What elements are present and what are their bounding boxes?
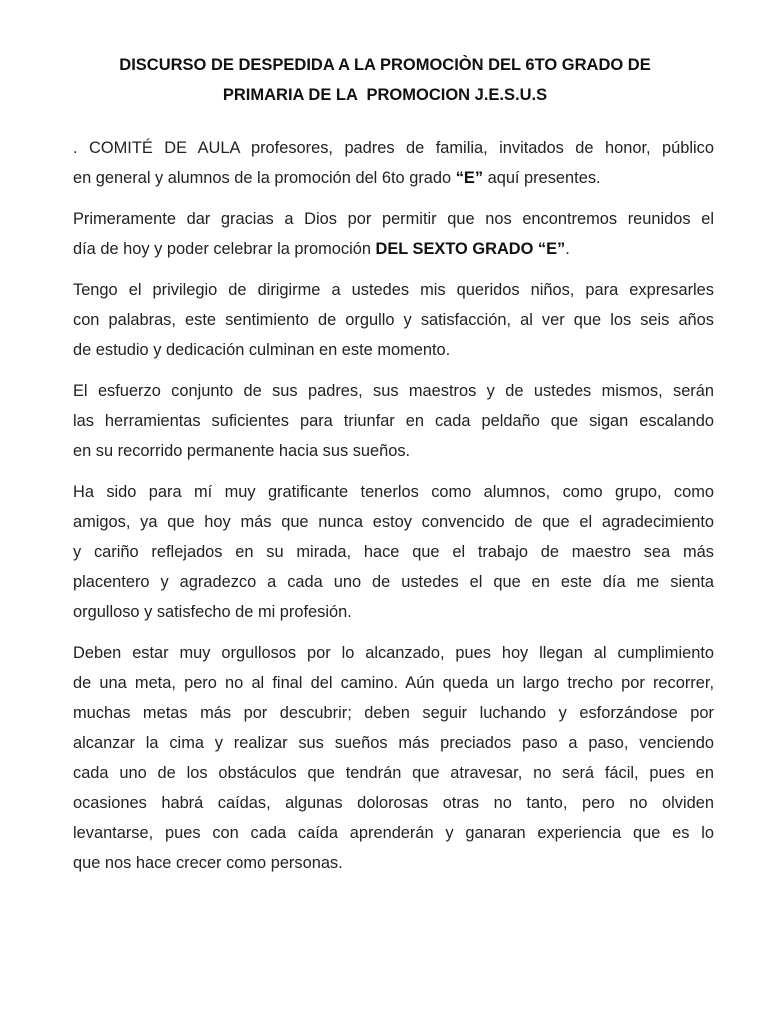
text-line: [73, 163, 714, 193]
text-line: y cariño reflejados en su mirada, hace que el trabajo de maestro sea más: [73, 543, 714, 561]
text-span: en general y alumnos de la promoción del 6to grado: [73, 169, 456, 187]
emphasis-text: “E”: [455, 169, 484, 187]
text-line: en su recorrido permanente hacia sus sueños.: [73, 442, 411, 460]
text-line: de estudio y dedicación culminan en este momento.: [73, 341, 451, 359]
text-line: con palabras, este sentimiento de orgullo y satisfacción, al ver que los seis años: [73, 311, 714, 329]
paragraph-thanks: [73, 204, 714, 264]
text-line: Primeramente dar gracias a Dios por permitir que nos encontremos reunidos el: [73, 210, 714, 228]
text-line: Deben estar muy orgullosos por lo alcanzado, pues hoy llegan al cumplimiento: [73, 644, 714, 662]
text-line: muchas metas más por descubrir; deben seguir luchando y esforzándose por: [73, 704, 714, 722]
text-line: [73, 234, 714, 264]
paragraph-greeting: [73, 133, 714, 193]
text-line: amigos, ya que hoy más que nunca estoy convencido de que el agradecimiento: [73, 513, 714, 531]
emphasis-text: DEL SEXTO GRADO “E”: [375, 240, 566, 258]
document-body: [73, 133, 714, 889]
text-line: cada uno de los obstáculos que tendrán que atravesar, no será fácil, pues en: [73, 764, 714, 782]
paragraph-gratitude: [73, 477, 714, 627]
text-line: placentero y agradezco a cada uno de ustedes el que en este día me sienta: [73, 573, 714, 591]
text-line: orgulloso y satisfecho de mi profesión.: [73, 603, 352, 621]
text-span: día de hoy y poder celebrar la promoción: [73, 240, 376, 258]
text-line: Tengo el privilegio de dirigirme a ustedes mis queridos niños, para expresarles: [73, 281, 714, 299]
text-line: levantarse, pues con cada caída aprenderán y ganaran experiencia que es lo: [73, 824, 714, 842]
paragraph-pride: [73, 638, 714, 878]
text-line: . COMITÉ DE AULA profesores, padres de familia, invitados de honor, público: [73, 139, 714, 157]
text-span: .: [565, 240, 570, 258]
text-span: aquí presentes.: [483, 169, 601, 187]
text-line: ocasiones habrá caídas, algunas dolorosas otras no tanto, pero no olviden: [73, 794, 714, 812]
text-line: Ha sido para mí muy gratificante tenerlos como alumnos, como grupo, como: [73, 483, 714, 501]
paragraph-privilege: [73, 275, 714, 365]
text-line: alcanzar la cima y realizar sus sueños más preciados paso a paso, venciendo: [73, 734, 714, 752]
paragraph-effort: [73, 376, 714, 466]
document-title: [60, 50, 710, 110]
title-line-1: DISCURSO DE DESPEDIDA A LA PROMOCIÒN DEL 6TO GRADO DE: [119, 56, 651, 74]
text-line: que nos hace crecer como personas.: [73, 854, 343, 872]
title-line-2: PRIMARIA DE LA PROMOCION J.E.S.U.S: [222, 86, 548, 104]
text-line: las herramientas suficientes para triunfar en cada peldaño que sigan escalando: [73, 412, 714, 430]
text-line: de una meta, pero no al final del camino. Aún queda un largo trecho por recorrer,: [73, 674, 714, 692]
text-line: El esfuerzo conjunto de sus padres, sus maestros y de ustedes mismos, serán: [73, 382, 714, 400]
